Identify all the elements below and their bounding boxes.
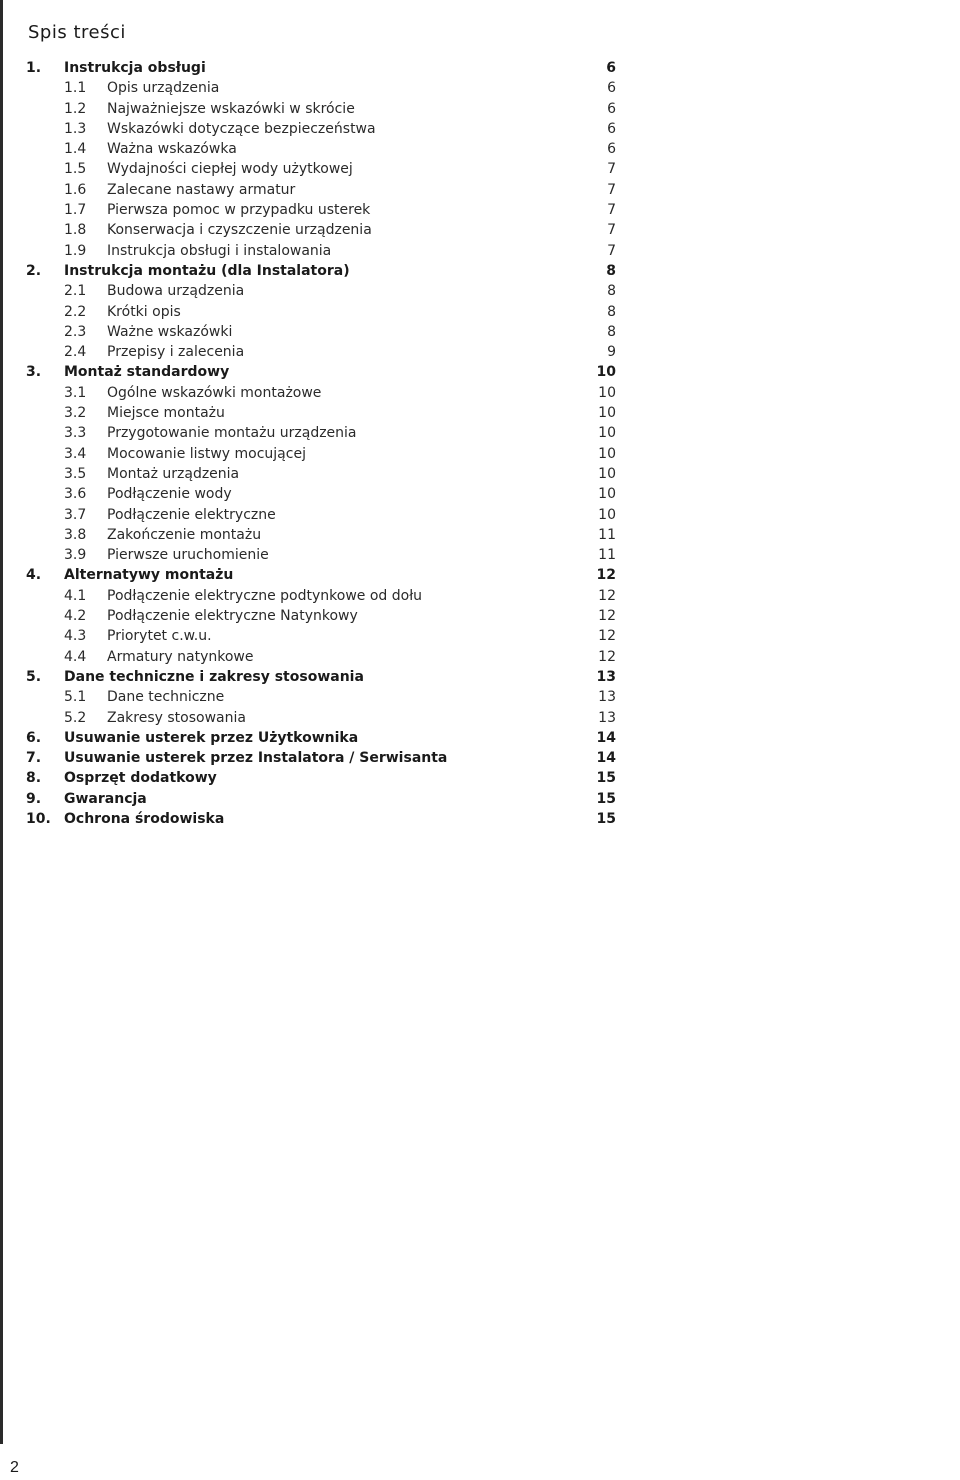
toc-entry-number: 9. (26, 790, 42, 807)
toc-entry-number: 1.6 (64, 181, 87, 198)
toc-entry-page: 15 (596, 770, 616, 787)
toc-entry-number: 1.1 (64, 80, 87, 97)
toc-entry-title: Miejsce montażu (107, 405, 225, 422)
toc-entry-title: Wydajności ciepłej wody użytkowej (107, 161, 353, 178)
toc-entry-number: 8. (26, 770, 42, 787)
toc-entry-number: 1. (26, 60, 42, 76)
toc-entry-title: Podłączenie elektryczne Natynkowy (107, 608, 358, 625)
toc-section-entry[interactable] (26, 606, 626, 626)
toc-section-entry[interactable] (26, 403, 626, 423)
toc-entry-page: 10 (598, 506, 616, 523)
toc-entry-page: 12 (598, 648, 616, 665)
toc-entry-title: Podłączenie elektryczne (107, 506, 276, 523)
toc-entry-title: Instrukcja montażu (dla Instalatora) (64, 262, 350, 279)
toc-entry-title: Instrukcja obsługi (64, 60, 206, 76)
toc-entry-number: 3.6 (64, 486, 87, 503)
toc-entry-page: 7 (607, 181, 616, 198)
toc-section-entry[interactable] (26, 505, 626, 525)
toc-section-entry[interactable] (26, 708, 626, 728)
page-edge-line (0, 0, 3, 1444)
toc-section-entry[interactable] (26, 119, 626, 139)
toc-entry-page: 8 (607, 323, 616, 340)
toc-entry-number: 1.5 (64, 161, 87, 178)
toc-entry-page: 7 (607, 222, 616, 239)
toc-section-entry[interactable] (26, 525, 626, 545)
toc-entry-number: 10. (26, 810, 51, 827)
toc-entry-title: Budowa urządzenia (107, 283, 245, 300)
toc-entry-page: 10 (598, 445, 616, 462)
toc-section-entry[interactable] (26, 484, 626, 504)
toc-entry-number: 3.8 (64, 526, 87, 543)
toc-entry-number: 3.1 (64, 384, 87, 401)
toc-entry-number: 2.3 (64, 323, 87, 340)
toc-section-entry[interactable] (26, 159, 626, 179)
toc-section-entry[interactable] (26, 444, 626, 464)
toc-entry-page: 13 (598, 689, 616, 706)
toc-entry-number: 1.3 (64, 120, 87, 137)
toc-entry-title: Zakończenie montażu (107, 526, 262, 543)
toc-entry-number: 3.7 (64, 506, 87, 523)
toc-entry-number: 1.8 (64, 222, 87, 239)
toc-entry-page: 13 (596, 668, 616, 685)
toc-section-entry[interactable] (26, 281, 626, 301)
toc-entry-number: 4.2 (64, 608, 87, 625)
toc-entry-page: 6 (607, 100, 616, 117)
toc-entry-page: 6 (607, 80, 616, 97)
toc-entry-title: Przygotowanie montażu urządzenia (107, 425, 357, 442)
toc-section-entry[interactable] (26, 647, 626, 667)
toc-entry-page: 10 (598, 486, 616, 503)
toc-entry-page: 9 (607, 344, 616, 361)
toc-entry-page: 11 (598, 547, 616, 564)
toc-section-entry[interactable] (26, 302, 626, 322)
toc-entry-title: Pierwsza pomoc w przypadku usterek (107, 202, 371, 219)
toc-entry-title: Ochrona środowiska (64, 810, 225, 827)
toc-entry-number: 3.5 (64, 465, 87, 482)
toc-entry-number: 1.9 (64, 242, 87, 259)
toc-entry-title: Osprzęt dodatkowy (64, 770, 217, 787)
page-number: 2 (10, 1459, 19, 1476)
toc-chapter-entry[interactable] (26, 362, 626, 382)
toc-chapter-entry[interactable] (26, 58, 626, 78)
toc-entry-number: 3. (26, 364, 42, 381)
toc-section-entry[interactable] (26, 545, 626, 565)
toc-entry-title: Konserwacja i czyszczenie urządzenia (107, 222, 372, 239)
toc-entry-page: 6 (607, 141, 616, 158)
toc-entry-page: 12 (598, 628, 616, 645)
toc-entry-page: 8 (607, 303, 616, 320)
toc-entry-page: 10 (596, 364, 616, 381)
page-title: Spis treści (28, 22, 126, 43)
toc-entry-page: 10 (598, 384, 616, 401)
table-of-contents (26, 58, 626, 829)
toc-entry-title: Zakresy stosowania (107, 709, 246, 726)
toc-entry-title: Podłączenie elektryczne podtynkowe od dołu (107, 587, 423, 604)
toc-entry-number: 6. (26, 729, 42, 746)
toc-section-entry[interactable] (26, 687, 626, 707)
toc-chapter-entry[interactable] (26, 809, 626, 829)
toc-chapter-entry[interactable] (26, 565, 626, 585)
toc-section-entry[interactable] (26, 586, 626, 606)
toc-section-entry[interactable] (26, 423, 626, 443)
toc-entry-title: Priorytet c.w.u. (107, 628, 212, 645)
toc-entry-number: 1.7 (64, 202, 87, 219)
toc-entry-number: 3.9 (64, 547, 87, 564)
toc-chapter-entry[interactable] (26, 789, 626, 809)
toc-section-entry[interactable] (26, 322, 626, 342)
toc-entry-number: 5.2 (64, 709, 87, 726)
toc-entry-number: 3.2 (64, 405, 87, 422)
toc-chapter-entry[interactable] (26, 748, 626, 768)
toc-entry-title: Ważne wskazówki (107, 323, 233, 340)
toc-entry-title: Podłączenie wody (107, 486, 232, 503)
toc-entry-page: 14 (596, 729, 616, 746)
toc-entry-title: Wskazówki dotyczące bezpieczeństwa (107, 120, 376, 137)
toc-section-entry[interactable] (26, 241, 626, 261)
toc-entry-number: 2.1 (64, 283, 87, 300)
toc-entry-page: 12 (598, 608, 616, 625)
toc-entry-page: 7 (607, 202, 616, 219)
toc-entry-title: Przepisy i zalecenia (107, 344, 245, 361)
toc-entry-number: 4.4 (64, 648, 87, 665)
toc-entry-number: 4.3 (64, 628, 87, 645)
toc-entry-title: Najważniejsze wskazówki w skrócie (107, 100, 355, 117)
toc-entry-page: 14 (596, 750, 616, 767)
toc-entry-number: 7. (26, 750, 42, 767)
toc-section-entry[interactable] (26, 99, 626, 119)
toc-entry-page: 15 (596, 790, 616, 807)
toc-entry-page: 12 (598, 587, 616, 604)
toc-entry-page: 10 (598, 425, 616, 442)
toc-entry-title: Armatury natynkowe (107, 648, 254, 665)
toc-section-entry[interactable] (26, 626, 626, 646)
toc-entry-page: 11 (598, 526, 616, 543)
toc-entry-page: 7 (607, 161, 616, 178)
toc-chapter-entry[interactable] (26, 768, 626, 788)
toc-entry-page: 8 (606, 262, 616, 279)
toc-entry-title: Usuwanie usterek przez Instalatora / Serwisanta (64, 750, 448, 767)
toc-section-entry[interactable] (26, 139, 626, 159)
toc-entry-number: 2.2 (64, 303, 87, 320)
toc-entry-number: 4. (26, 567, 42, 584)
toc-entry-page: 10 (598, 405, 616, 422)
toc-entry-number: 4.1 (64, 587, 87, 604)
toc-entry-title: Pierwsze uruchomienie (107, 547, 269, 564)
toc-entry-title: Montaż standardowy (64, 364, 230, 381)
toc-entry-number: 2. (26, 262, 42, 279)
toc-entry-page: 8 (607, 283, 616, 300)
toc-entry-title: Dane techniczne i zakresy stosowania (64, 668, 364, 685)
toc-entry-number: 1.4 (64, 141, 87, 158)
toc-entry-title: Mocowanie listwy mocującej (107, 445, 306, 462)
toc-entry-page: 6 (607, 120, 616, 137)
toc-entry-page: 7 (607, 242, 616, 259)
toc-entry-number: 3.3 (64, 425, 87, 442)
toc-chapter-entry[interactable] (26, 728, 626, 748)
toc-entry-page: 13 (598, 709, 616, 726)
toc-entry-title: Alternatywy montażu (64, 567, 234, 584)
toc-entry-title: Dane techniczne (107, 689, 225, 706)
toc-entry-title: Ważna wskazówka (107, 141, 237, 158)
toc-entry-page: 10 (598, 465, 616, 482)
toc-entry-title: Instrukcja obsługi i instalowania (107, 242, 332, 259)
toc-entry-title: Usuwanie usterek przez Użytkownika (64, 729, 359, 746)
toc-section-entry[interactable] (26, 383, 626, 403)
toc-entry-title: Zalecane nastawy armatur (107, 181, 296, 198)
toc-entry-page: 6 (606, 60, 616, 76)
toc-entry-number: 5.1 (64, 689, 87, 706)
toc-entry-title: Gwarancja (64, 790, 147, 807)
toc-entry-number: 3.4 (64, 445, 87, 462)
toc-entry-page: 12 (596, 567, 616, 584)
toc-section-entry[interactable] (26, 464, 626, 484)
toc-section-entry[interactable] (26, 342, 626, 362)
toc-entry-title: Opis urządzenia (107, 80, 220, 97)
toc-section-entry[interactable] (26, 200, 626, 220)
toc-entry-title: Montaż urządzenia (107, 465, 240, 482)
toc-entry-number: 1.2 (64, 100, 87, 117)
toc-chapter-entry[interactable] (26, 261, 626, 281)
toc-section-entry[interactable] (26, 220, 626, 240)
toc-section-entry[interactable] (26, 78, 626, 98)
toc-entry-title: Krótki opis (107, 303, 181, 320)
toc-entry-number: 2.4 (64, 344, 87, 361)
toc-section-entry[interactable] (26, 180, 626, 200)
toc-chapter-entry[interactable] (26, 667, 626, 687)
toc-entry-title: Ogólne wskazówki montażowe (107, 384, 322, 401)
toc-entry-page: 15 (596, 810, 616, 827)
toc-entry-number: 5. (26, 668, 42, 685)
